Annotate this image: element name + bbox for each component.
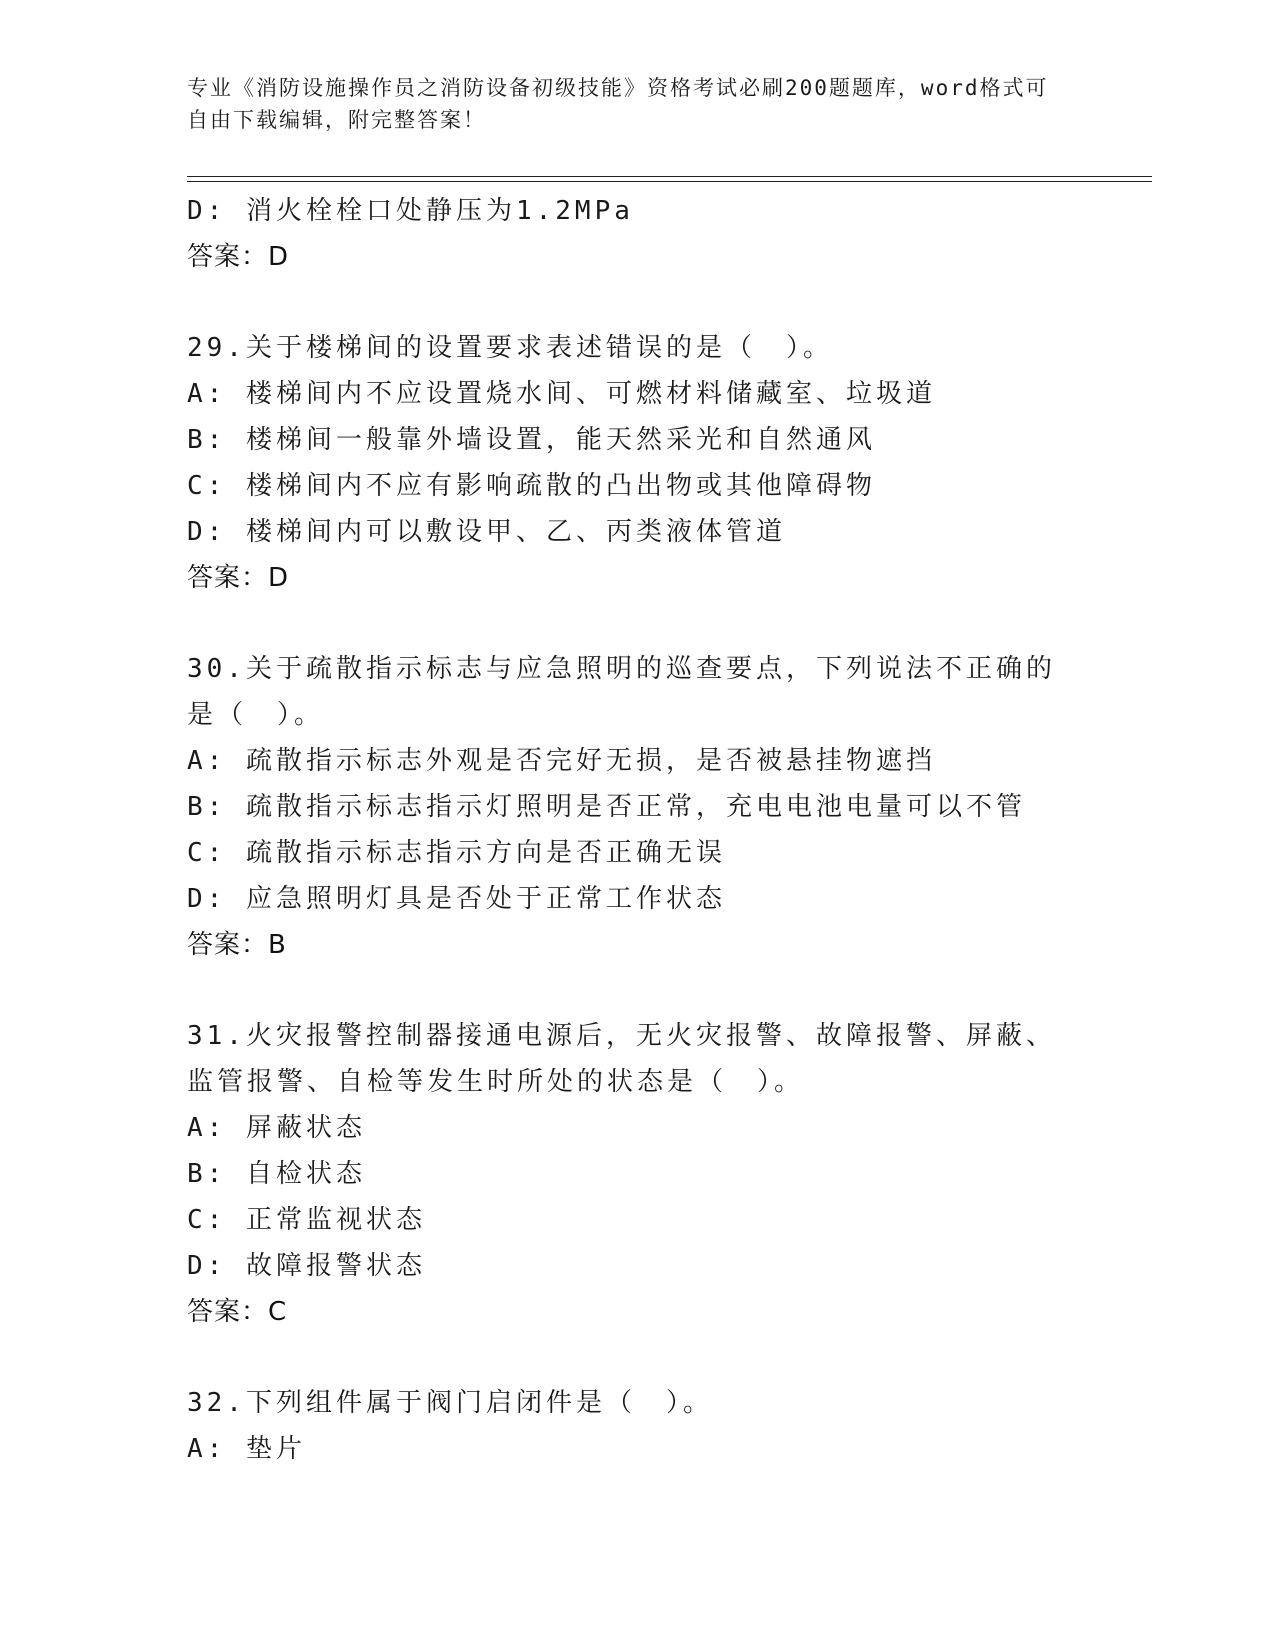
q28-answer: 答案：D bbox=[187, 242, 290, 272]
q30-option-b: B: 疏散指示标志指示灯照明是否正常，充电电池电量可以不管 bbox=[187, 792, 1026, 822]
header-divider-top bbox=[187, 176, 1152, 177]
q32-option-a: A: 垫片 bbox=[187, 1434, 306, 1464]
q31-option-c: C: 正常监视状态 bbox=[187, 1205, 426, 1235]
spacer bbox=[187, 1335, 1087, 1380]
q32-question: 32.下列组件属于阀门启闭件是（ ）。 bbox=[187, 1388, 713, 1418]
q30-option-a: A: 疏散指示标志外观是否完好无损，是否被悬挂物遮挡 bbox=[187, 746, 936, 776]
spacer bbox=[187, 601, 1087, 646]
q30-answer: 答案：B bbox=[187, 930, 287, 960]
q31-option-d: D: 故障报警状态 bbox=[187, 1251, 426, 1281]
q28-option-d: D: 消火栓栓口处静压为1.2MPa bbox=[187, 196, 634, 226]
q29-option-b: B: 楼梯间一般靠外墙设置，能天然采光和自然通风 bbox=[187, 425, 876, 455]
header-divider-bottom bbox=[187, 181, 1152, 182]
q30-option-d: D: 应急照明灯具是否处于正常工作状态 bbox=[187, 884, 726, 914]
question-list bbox=[187, 188, 1087, 1472]
q29-option-a: A: 楼梯间内不应设置烧水间、可燃材料储藏室、垃圾道 bbox=[187, 379, 936, 409]
q31-option-b: B: 自检状态 bbox=[187, 1159, 366, 1189]
q30-option-c: C: 疏散指示标志指示方向是否正确无误 bbox=[187, 838, 726, 868]
document-header-title: 专业《消防设施操作员之消防设备初级技能》资格考试必刷200题题库，word格式可自由下载编辑，附完整答案！ bbox=[187, 76, 1049, 132]
q31-question: 31.火灾报警控制器接通电源后，无火灾报警、故障报警、屏蔽、监管报警、自检等发生时所处的状态是（ ）。 bbox=[187, 1021, 1056, 1097]
q29-question: 29.关于楼梯间的设置要求表述错误的是（ ）。 bbox=[187, 333, 833, 363]
spacer bbox=[187, 280, 1087, 325]
q29-option-d: D: 楼梯间内可以敷设甲、乙、丙类液体管道 bbox=[187, 517, 786, 547]
q29-option-c: C: 楼梯间内不应有影响疏散的凸出物或其他障碍物 bbox=[187, 471, 876, 501]
q31-answer: 答案：C bbox=[187, 1297, 288, 1327]
q30-question: 30.关于疏散指示标志与应急照明的巡查要点，下列说法不正确的是（ ）。 bbox=[187, 654, 1056, 730]
spacer bbox=[187, 968, 1087, 1013]
q29-answer: 答案：D bbox=[187, 563, 290, 593]
q31-option-a: A: 屏蔽状态 bbox=[187, 1113, 366, 1143]
